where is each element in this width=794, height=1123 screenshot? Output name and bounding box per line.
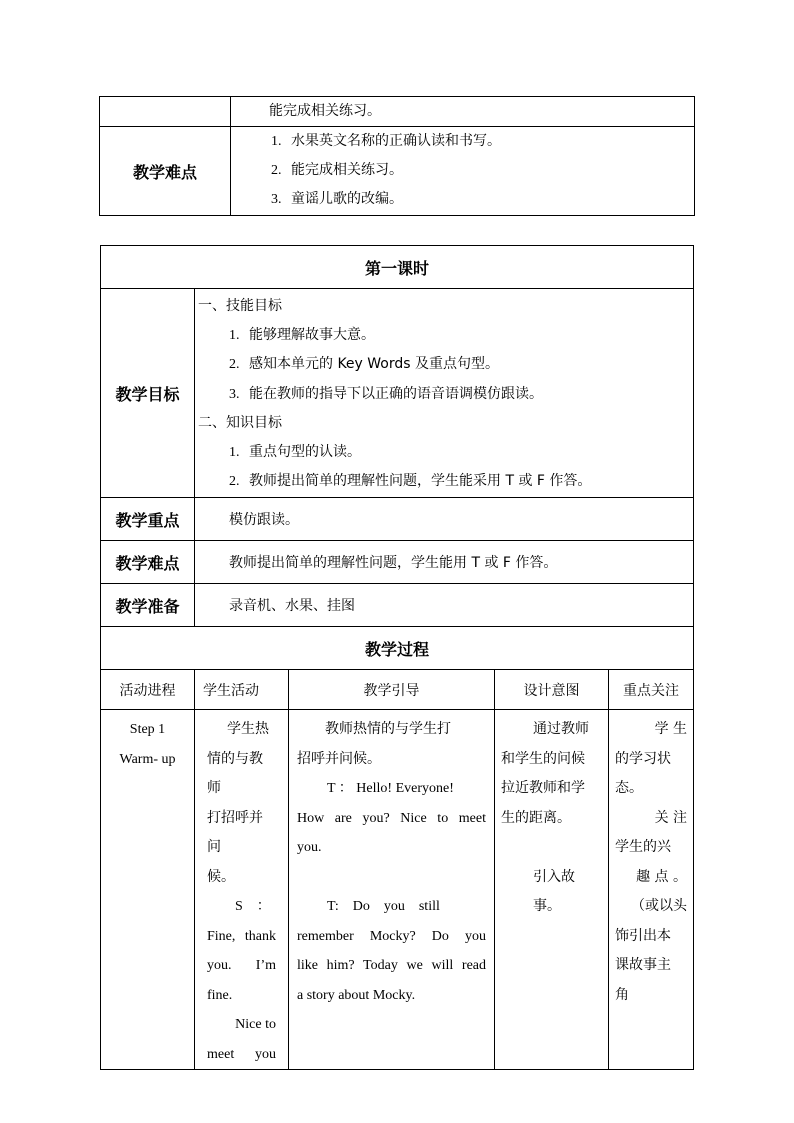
student-line: 学生热 xyxy=(227,721,269,737)
step-name: Step 1 xyxy=(129,722,166,737)
intent-cell xyxy=(495,710,609,1070)
guide-line: T ： Hello! Everyone! xyxy=(327,781,454,796)
guide-line: you. xyxy=(297,840,322,855)
prep-label: 教学准备 xyxy=(101,584,195,627)
difficulty-table-top xyxy=(99,96,695,216)
difficulty-item: 2. 能完成相关练习。 xyxy=(271,162,403,178)
focus-line: 角 xyxy=(615,986,629,1003)
difficulty-label: 教学难点 xyxy=(100,127,231,216)
difficulty-text: 教师提出简单的理解性问题，学生能用 T 或 F 作答。 xyxy=(195,541,694,584)
guide-line: like him? Today we will read xyxy=(297,958,486,973)
continued-item-cell xyxy=(231,97,695,127)
intent-line: 拉近教师和学 xyxy=(501,780,585,796)
focus-line: 学生的兴 xyxy=(615,839,671,855)
empty-label-cell xyxy=(100,97,231,127)
skill-item: 1. 能够理解故事大意。 xyxy=(229,327,375,344)
focus-line: 趣 点 。 xyxy=(636,868,688,885)
focus-cell xyxy=(609,710,694,1070)
focus-line: 课故事主 xyxy=(615,957,671,973)
knowledge-heading: 二、知识目标 xyxy=(198,414,282,431)
skill-item: 3. 能在教师的指导下以正确的语音语调模仿跟读。 xyxy=(229,385,543,402)
objectives-content xyxy=(195,289,694,498)
difficulty-item: 1. 水果英文名称的正确认读和书写。 xyxy=(271,133,501,149)
guide-line: T: Do you still xyxy=(327,899,440,914)
header-guide: 教学引导 xyxy=(289,670,495,710)
student-line: Fine, thank xyxy=(207,928,276,944)
header-student: 学生活动 xyxy=(195,670,289,710)
difficulty-list xyxy=(231,127,695,216)
student-line: S ： xyxy=(235,899,271,914)
intent-line: 通过教师 xyxy=(533,721,589,737)
lesson-title: 第一课时 xyxy=(101,246,694,289)
student-line: Nice to xyxy=(235,1017,276,1032)
difficulty-item: 3. 童谣儿歌的改编。 xyxy=(271,191,403,207)
header-activity: 活动进程 xyxy=(101,670,195,710)
step-sub: Warm- up xyxy=(119,751,176,767)
knowledge-item: 2. 教师提出简单的理解性问题，学生能采用 T 或 F 作答。 xyxy=(229,473,592,490)
focus-line: （或以头 xyxy=(631,898,688,914)
student-line: fine. xyxy=(207,987,233,1003)
key-points-label: 教学重点 xyxy=(101,498,195,541)
guide-line: 教师热情的与学生打 xyxy=(325,721,451,737)
continued-item-text: 能完成相关练习。 xyxy=(269,103,381,119)
student-line: 候。 xyxy=(207,868,235,885)
guide-line: How are you? Nice to meet xyxy=(297,810,486,826)
focus-line: 饰引出本 xyxy=(615,927,671,944)
student-line: 打招呼并问 xyxy=(207,809,263,855)
prep-text: 录音机、水果、挂图 xyxy=(195,584,694,627)
intent-spacer xyxy=(501,833,602,863)
header-focus: 重点关注 xyxy=(609,670,694,710)
lesson-plan-table xyxy=(100,245,694,1070)
difficulty-label-2: 教学难点 xyxy=(101,541,195,584)
focus-line: 学 生 xyxy=(654,721,688,737)
guide-line: remember Mocky? Do you xyxy=(297,928,486,944)
objectives-label: 教学目标 xyxy=(101,289,195,498)
student-line: meet you xyxy=(207,1046,276,1062)
process-title: 教学过程 xyxy=(101,627,694,670)
intent-line: 和学生的问候 xyxy=(501,750,585,767)
step-cell xyxy=(101,710,195,1070)
guide-line: 招呼并问候。 xyxy=(297,750,381,767)
intent-line: 生的距离。 xyxy=(501,809,571,826)
guide-cell xyxy=(289,710,495,1070)
skills-heading: 一、技能目标 xyxy=(198,298,282,314)
key-points-text: 模仿跟读。 xyxy=(195,498,694,541)
student-line: you. I’m xyxy=(207,958,276,973)
student-activity-cell xyxy=(195,710,289,1070)
header-intent: 设计意图 xyxy=(495,670,609,710)
focus-line: 的学习状 xyxy=(615,750,671,767)
skill-item: 2. 感知本单元的 Key Words 及重点句型。 xyxy=(229,356,500,373)
intent-line: 引入故事。 xyxy=(533,868,575,914)
guide-line: a story about Mocky. xyxy=(297,987,416,1003)
student-line: 情的与教师 xyxy=(207,750,263,796)
knowledge-item: 1. 重点句型的认读。 xyxy=(229,443,361,460)
focus-line: 关 注 xyxy=(654,809,688,826)
guide-spacer xyxy=(297,863,486,893)
focus-line: 态。 xyxy=(615,780,643,796)
